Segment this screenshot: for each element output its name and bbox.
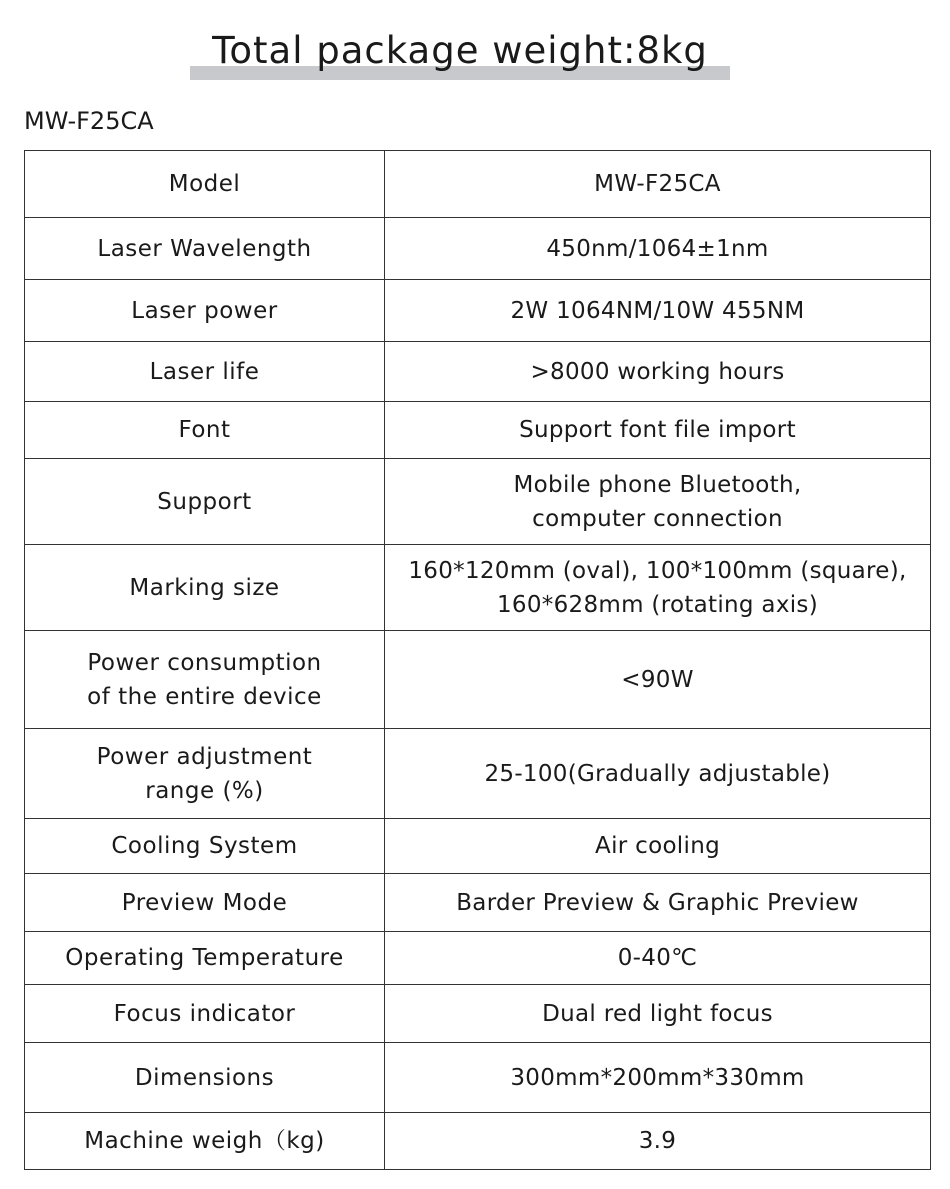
spec-label: Laser power xyxy=(131,297,278,324)
spec-value: 160*628mm (rotating axis) xyxy=(497,591,818,618)
spec-value-cell xyxy=(385,1043,931,1113)
spec-value: 0-40℃ xyxy=(617,945,698,971)
table-row xyxy=(25,631,931,729)
spec-value: computer connection xyxy=(532,505,783,532)
table-row xyxy=(25,729,931,819)
spec-label: of the entire device xyxy=(87,683,322,710)
spec-label-cell xyxy=(25,402,385,459)
spec-value: 160*120mm (oval), 100*100mm (square), xyxy=(408,557,907,584)
table-row xyxy=(25,218,931,280)
spec-label: Model xyxy=(168,171,241,197)
table-row xyxy=(25,819,931,874)
spec-label: range (%) xyxy=(145,777,264,804)
model-label: MW-F25CA xyxy=(24,107,154,135)
spec-label-cell xyxy=(25,932,385,985)
spec-value-cell xyxy=(385,218,931,280)
spec-value: Barder Preview & Graphic Preview xyxy=(456,889,859,916)
spec-value: Support font file import xyxy=(519,417,796,443)
spec-label: Support xyxy=(157,488,252,515)
spec-label-cell xyxy=(25,1043,385,1113)
spec-label-cell xyxy=(25,874,385,932)
table-row xyxy=(25,280,931,342)
spec-label-cell xyxy=(25,819,385,874)
spec-label: Focus indicator xyxy=(113,1000,296,1027)
spec-value-cell xyxy=(385,729,931,819)
spec-value: 450nm/1064±1nm xyxy=(546,235,769,262)
spec-value: >8000 working hours xyxy=(530,358,785,385)
spec-value: 2W 1064NM/10W 455NM xyxy=(510,297,805,324)
spec-label: Power consumption xyxy=(87,649,322,676)
table-row xyxy=(25,459,931,545)
spec-label: Power adjustment xyxy=(96,743,313,770)
spec-value: Mobile phone Bluetooth, xyxy=(513,471,802,498)
spec-label-cell xyxy=(25,342,385,402)
spec-label-cell xyxy=(25,151,385,218)
table-row xyxy=(25,1043,931,1113)
table-row xyxy=(25,985,931,1043)
spec-value-cell xyxy=(385,342,931,402)
spec-value-cell xyxy=(385,932,931,985)
table-row xyxy=(25,342,931,402)
table-row xyxy=(25,932,931,985)
table-row xyxy=(25,402,931,459)
table-row xyxy=(25,1113,931,1170)
spec-label: Cooling System xyxy=(111,833,298,859)
spec-label-cell xyxy=(25,218,385,280)
spec-value-cell xyxy=(385,459,931,545)
spec-value-cell xyxy=(385,819,931,874)
spec-value-cell xyxy=(385,545,931,631)
spec-label: Font xyxy=(178,417,231,443)
spec-label-cell xyxy=(25,631,385,729)
spec-value: Air cooling xyxy=(595,833,720,859)
spec-label: Machine weigh（kg) xyxy=(84,1128,325,1154)
spec-label-cell xyxy=(25,280,385,342)
spec-label-cell xyxy=(25,545,385,631)
spec-label: Marking size xyxy=(129,574,280,601)
spec-value-cell xyxy=(385,402,931,459)
spec-value-cell xyxy=(385,985,931,1043)
spec-table-body xyxy=(25,151,931,1170)
table-row xyxy=(25,874,931,932)
spec-value-cell xyxy=(385,631,931,729)
spec-label: Dimensions xyxy=(134,1064,275,1091)
title-banner xyxy=(190,26,730,80)
spec-label-cell xyxy=(25,729,385,819)
spec-value: 25-100(Gradually adjustable) xyxy=(484,760,831,787)
spec-value: <90W xyxy=(621,666,694,693)
spec-label-cell xyxy=(25,1113,385,1170)
spec-value-cell xyxy=(385,151,931,218)
spec-label: Laser life xyxy=(149,358,260,385)
spec-value: 3.9 xyxy=(638,1128,677,1154)
spec-value-cell xyxy=(385,1113,931,1170)
spec-table xyxy=(24,150,931,1170)
spec-label: Operating Temperature xyxy=(65,945,344,971)
table-row xyxy=(25,545,931,631)
spec-label: Preview Mode xyxy=(121,889,288,916)
spec-value: 300mm*200mm*330mm xyxy=(510,1064,805,1091)
table-row xyxy=(25,151,931,218)
spec-value-cell xyxy=(385,874,931,932)
spec-value: Dual red light focus xyxy=(542,1000,773,1027)
page-title: Total package weight:8kg xyxy=(212,29,708,72)
spec-value-cell xyxy=(385,280,931,342)
spec-label-cell xyxy=(25,459,385,545)
spec-value: MW-F25CA xyxy=(594,171,721,197)
spec-label: Laser Wavelength xyxy=(97,235,312,262)
spec-label-cell xyxy=(25,985,385,1043)
